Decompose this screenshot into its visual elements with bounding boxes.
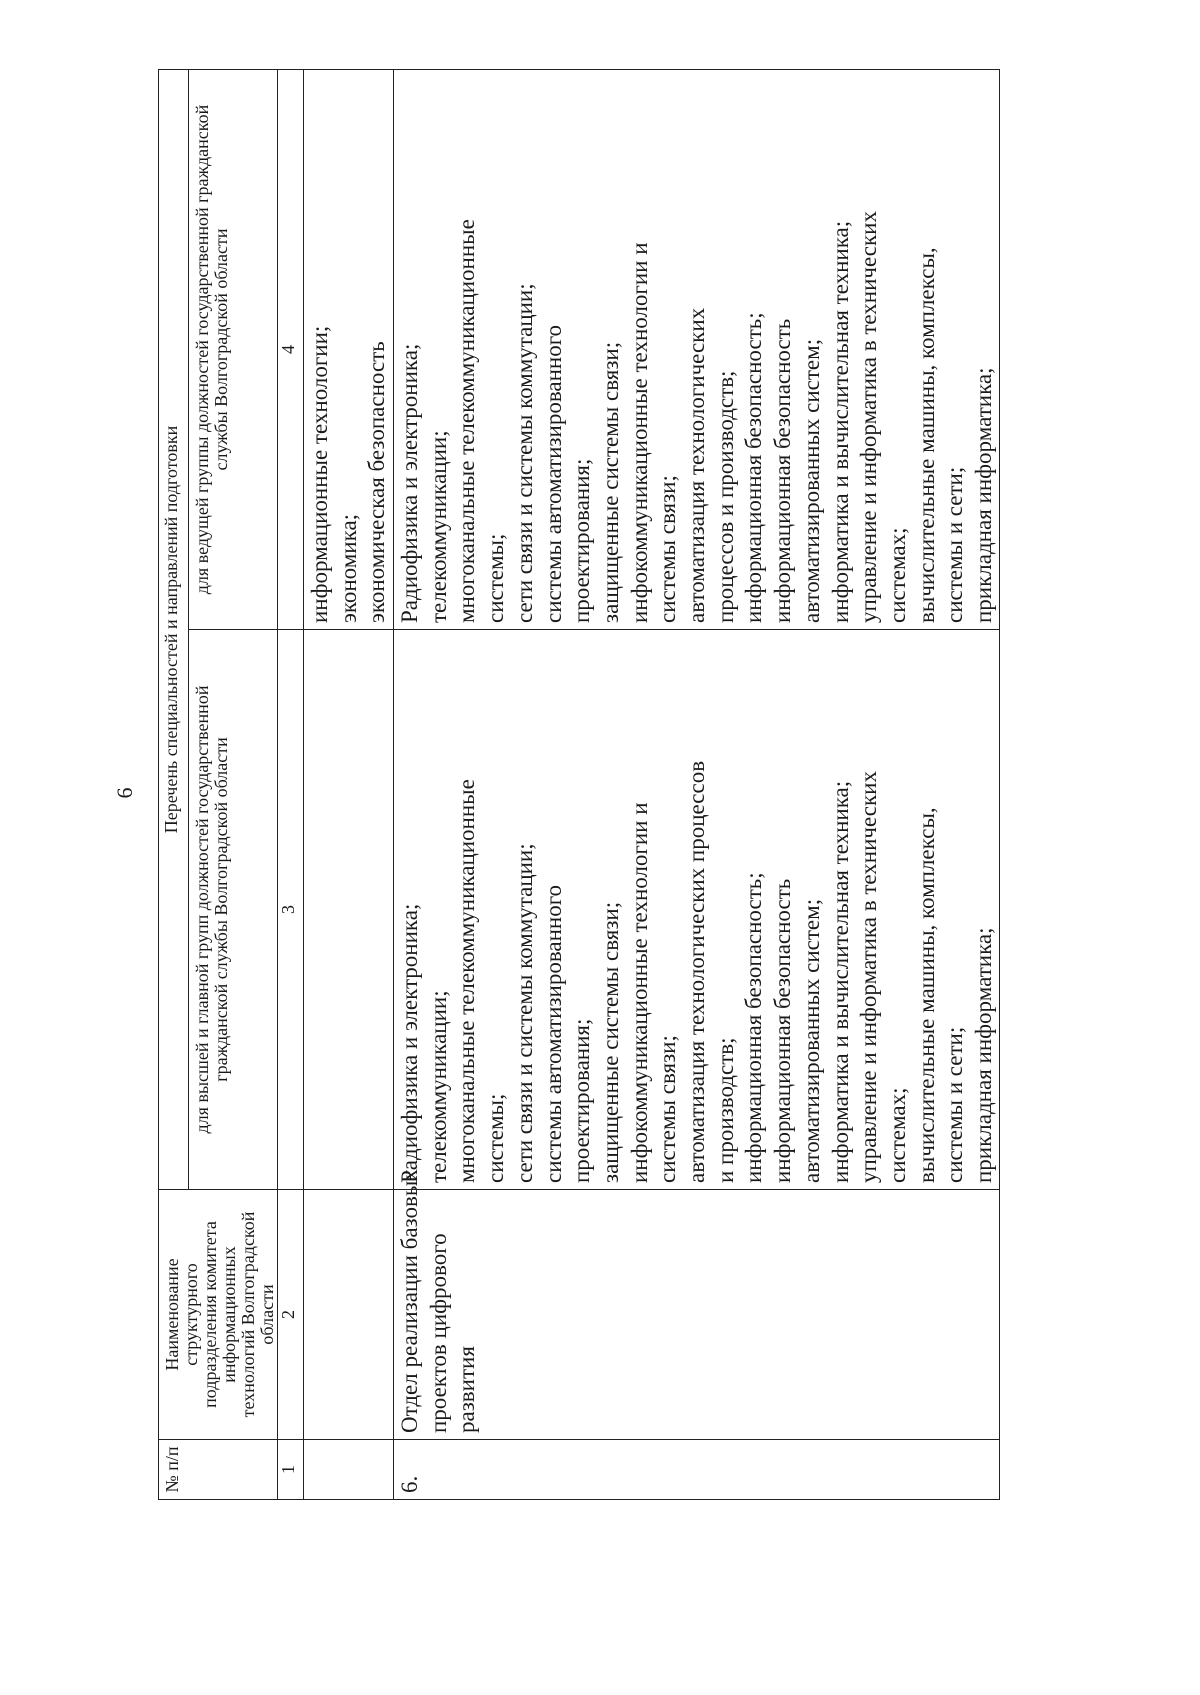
specialties-table (158, 69, 1000, 1500)
list-item: Радиофизика и электроника; (397, 903, 422, 1183)
list-item: прикладная информатика; (971, 367, 997, 623)
list-item: информатика и вычислительная техника; (827, 780, 853, 1183)
list-item: системы автоматизированного (540, 884, 566, 1183)
list-item: системы; (483, 533, 509, 623)
row6-col3 (394, 630, 1000, 1190)
list-item: информационная безопасность; (741, 312, 767, 623)
list-item: системы связи; (655, 475, 681, 623)
list-item: Отдел реализации базовых (397, 1169, 422, 1433)
list-item: сети связи и системы коммутации; (511, 843, 537, 1183)
list-item: системах; (884, 1087, 910, 1183)
list-item: многоканальные телекоммуникационные (454, 779, 480, 1183)
list-item: Радиофизика и электроника; (397, 343, 422, 623)
list-item: информационная безопасность (770, 878, 796, 1183)
list-item: системах; (884, 527, 910, 623)
continued-col4-cell (304, 70, 394, 630)
list-item: проектов цифрового (425, 1233, 451, 1433)
list-item: инфокоммуникационные технологии и (626, 242, 652, 623)
index-3: 3 (278, 630, 304, 1190)
list-item: прикладная информатика; (971, 927, 997, 1183)
list-item: информационная безопасность (770, 318, 796, 623)
list-item: автоматизация технологических процессов (684, 760, 710, 1183)
list-item: автоматизированных систем; (798, 898, 824, 1183)
list-item: сети связи и системы коммутации; (511, 283, 537, 623)
list-item: управление и информатика в технических (856, 771, 882, 1183)
list-item: многоканальные телекоммуникационные (454, 219, 480, 623)
rotated-table-container (158, 70, 997, 1500)
list-item: инфокоммуникационные технологии и (626, 802, 652, 1183)
list-item: системы и сети; (942, 466, 968, 623)
list-item: автоматизация технологических (684, 307, 710, 623)
list-item: управление и информатика в технических (856, 211, 882, 623)
list-item: развития (454, 1346, 480, 1433)
list-item: вычислительные машины, комплексы, (913, 807, 939, 1183)
continued-name-cell (304, 1190, 394, 1440)
page-number: 6 (112, 787, 137, 799)
index-4: 4 (278, 70, 304, 630)
list-item: автоматизированных систем; (798, 338, 824, 623)
list-item: системы связи; (655, 1035, 681, 1183)
list-item: информационные технологии; (307, 325, 332, 623)
list-item: процессов и производств; (712, 370, 738, 623)
list-item: телекоммуникации; (425, 430, 451, 623)
header-num: № п/п (159, 1440, 278, 1500)
list-item: телекоммуникации; (425, 990, 451, 1183)
list-item: экономика; (335, 513, 361, 623)
row6-col4 (394, 70, 1000, 630)
list-item: проектирования; (569, 1018, 595, 1183)
list-item: информатика и вычислительная техника; (827, 220, 853, 623)
list-item: и производств; (712, 1037, 738, 1183)
list-item: системы автоматизированного (540, 324, 566, 623)
header-name: Наименование структурного подразделения комитета информационных технологий Волгоградской области (159, 1190, 278, 1440)
header-group: Перечень специальностей и направлений подготовки (159, 70, 189, 1190)
list-item: проектирования; (569, 458, 595, 623)
list-item: экономическая безопасность (364, 341, 390, 623)
list-item: вычислительные машины, комплексы, (913, 247, 939, 623)
header-col3: для высшей и главной групп должностей государственной гражданской службы Волгоградской области (189, 630, 278, 1190)
list-item: защищенные системы связи; (597, 901, 623, 1183)
list-item: системы; (483, 1093, 509, 1183)
index-2: 2 (278, 1190, 304, 1440)
continued-col3-cell (304, 630, 394, 1190)
row6-num: 6. (394, 1440, 1000, 1500)
header-col4: для ведущей группы должностей государственной гражданской службы Волгоградской области (189, 70, 278, 630)
continued-num-cell (304, 1440, 394, 1500)
list-item: информационная безопасность; (741, 872, 767, 1183)
list-item: системы и сети; (942, 1026, 968, 1183)
list-item: защищенные системы связи; (597, 341, 623, 623)
row6-name (394, 1169, 1000, 1440)
index-1: 1 (278, 1440, 304, 1500)
